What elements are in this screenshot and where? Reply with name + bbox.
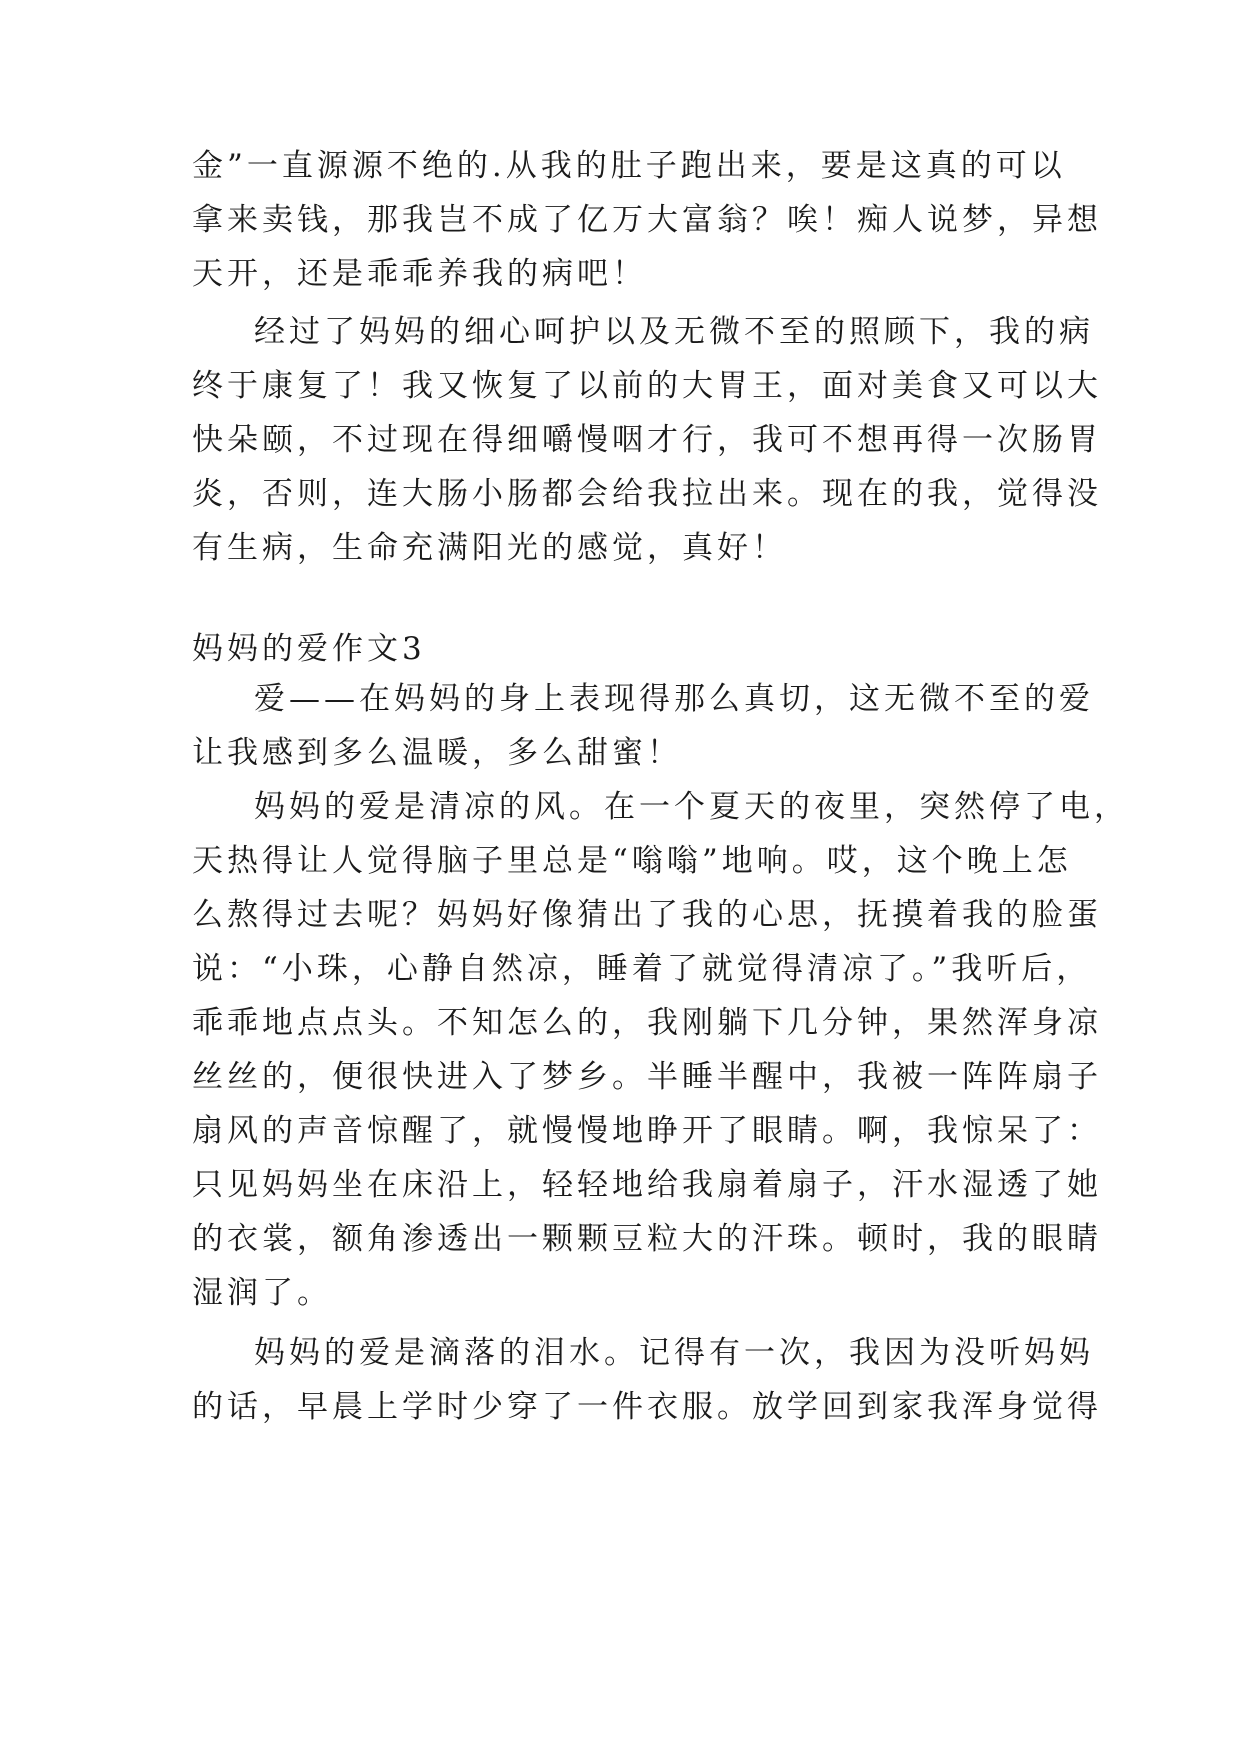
paragraph-first-line: 妈妈的爱是滴落的泪水。记得有一次，我因为没听妈妈	[254, 1335, 1094, 1371]
text-line: 天开，还是乖乖养我的病吧！	[192, 256, 647, 292]
text-line: 炎，否则，连大肠小肠都会给我拉出来。现在的我，觉得没	[192, 476, 1102, 512]
text-line: 的衣裳，额角渗透出一颗颗豆粒大的汗珠。顿时，我的眼睛	[192, 1221, 1102, 1257]
section-heading: 妈妈的爱作文3	[192, 631, 426, 667]
text-line: 让我感到多么温暖，多么甜蜜！	[192, 735, 682, 771]
text-line: 说：“小珠，心静自然凉，睡着了就觉得清凉了。”我听后，	[192, 951, 1092, 987]
text-line: 有生病，生命充满阳光的感觉，真好！	[192, 530, 787, 566]
text-line: 的话，早晨上学时少穿了一件衣服。放学回到家我浑身觉得	[192, 1389, 1102, 1425]
paragraph-first-line: 经过了妈妈的细心呵护以及无微不至的照顾下，我的病	[254, 314, 1094, 350]
text-line: 只见妈妈坐在床沿上，轻轻地给我扇着扇子，汗水湿透了她	[192, 1167, 1102, 1203]
text-line: 快朵颐，不过现在得细嚼慢咽才行，我可不想再得一次肠胃	[192, 422, 1102, 458]
text-line: 丝丝的，便很快进入了梦乡。半睡半醒中，我被一阵阵扇子	[192, 1059, 1102, 1095]
text-line: 乖乖地点点头。不知怎么的，我刚躺下几分钟，果然浑身凉	[192, 1005, 1102, 1041]
text-line: 天热得让人觉得脑子里总是“嗡嗡”地响。哎，这个晚上怎	[192, 843, 1072, 879]
text-line: 么熬得过去呢？妈妈好像猜出了我的心思，抚摸着我的脸蛋	[192, 897, 1102, 933]
text-line: 拿来卖钱，那我岂不成了亿万大富翁？唉！痴人说梦，异想	[192, 202, 1102, 238]
paragraph-first-line: 妈妈的爱是清凉的风。在一个夏天的夜里，突然停了电，	[254, 789, 1129, 825]
text-line: 湿润了。	[192, 1275, 332, 1311]
paragraph-first-line: 爱——在妈妈的身上表现得那么真切，这无微不至的爱	[254, 681, 1094, 717]
text-line: 扇风的声音惊醒了，就慢慢地睁开了眼睛。啊，我惊呆了：	[192, 1113, 1102, 1149]
text-line: 金”一直源源不绝的.从我的肚子跑出来，要是这真的可以	[192, 148, 1066, 184]
text-line: 终于康复了！我又恢复了以前的大胃王，面对美食又可以大	[192, 368, 1102, 404]
